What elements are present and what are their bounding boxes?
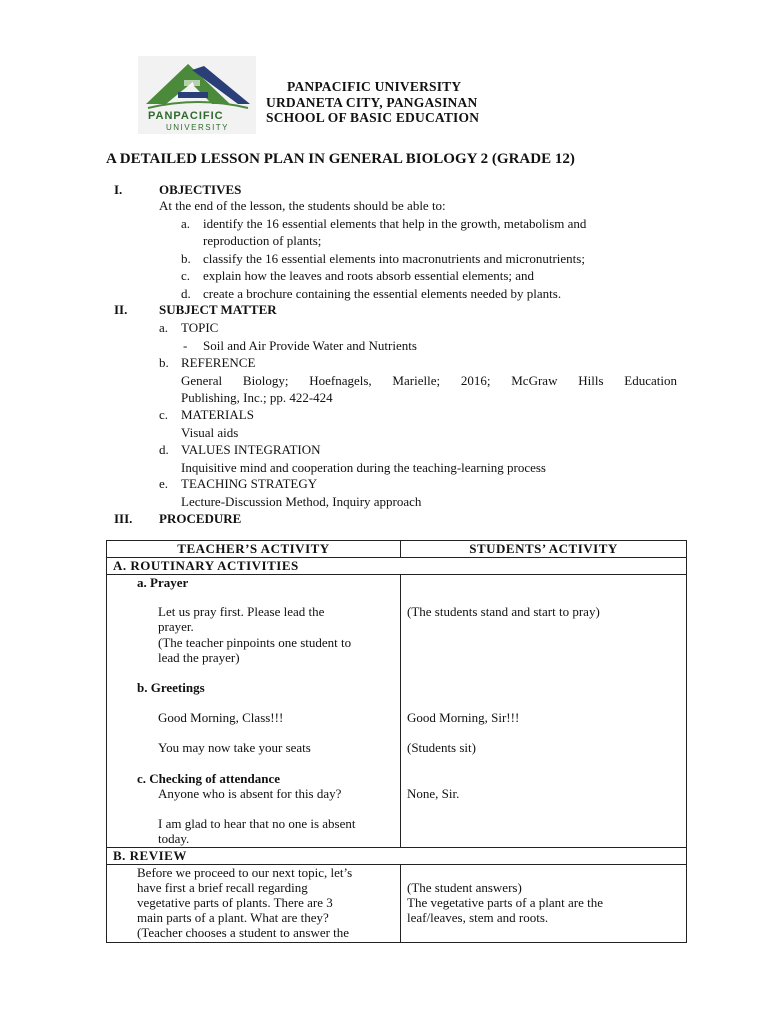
- objective-text: classify the 16 essential elements into macronutrients and micronutrients;: [203, 251, 585, 266]
- materials-value: Visual aids: [181, 425, 239, 440]
- prayer-teacher-line: Let us pray first. Please lead the: [158, 604, 325, 619]
- students-activity-header: STUDENTS’ ACTIVITY: [401, 541, 687, 558]
- header-school: SCHOOL OF BASIC EDUCATION: [266, 110, 480, 125]
- attendance-student: None, Sir.: [407, 786, 460, 801]
- section-row: [107, 848, 687, 865]
- materials-letter: c.: [159, 407, 169, 422]
- objective-letter: a.: [181, 216, 191, 231]
- subject-matter-heading: SUBJECT MATTER: [159, 302, 277, 317]
- prayer-teacher-line: (The teacher pinpoints one student to: [158, 635, 352, 650]
- procedure-heading: PROCEDURE: [159, 511, 242, 526]
- values-letter: d.: [159, 442, 169, 457]
- header-city: URDANETA CITY, PANGASINAN: [266, 95, 478, 110]
- page-title: A DETAILED LESSON PLAN IN GENERAL BIOLOGY 2 (GRADE 12): [106, 151, 575, 167]
- teacher-routinary-cell: [107, 575, 401, 848]
- review-student-line: (The student answers): [407, 880, 522, 895]
- greetings-student: Good Morning, Sir!!!: [407, 710, 520, 725]
- table-header-row: [107, 541, 687, 558]
- header-university: PANPACIFIC UNIVERSITY: [287, 79, 462, 94]
- university-logo: [138, 56, 256, 134]
- procedure-table: [106, 540, 687, 943]
- procedure-num: III.: [114, 511, 133, 526]
- review-teacher-line: Before we proceed to our next topic, let’s: [137, 865, 353, 880]
- objectives-heading: OBJECTIVES: [159, 182, 242, 197]
- values-value: Inquisitive mind and cooperation during the teaching-learning process: [181, 460, 546, 475]
- values-label: VALUES INTEGRATION: [181, 442, 321, 457]
- seats-student: (Students sit): [407, 740, 476, 755]
- prayer-teacher-line: lead the prayer): [158, 650, 240, 665]
- logo-text-top: PANPACIFIC: [148, 110, 224, 122]
- subject-matter-num: II.: [114, 302, 128, 317]
- objective-text: create a brochure containing the essential elements needed by plants.: [203, 286, 562, 301]
- greetings-label: b. Greetings: [137, 680, 205, 695]
- attendance-teacher-line: I am glad to hear that no one is absent: [158, 816, 356, 831]
- teacher-review-cell: [107, 865, 401, 943]
- attendance-label: c. Checking of attendance: [137, 771, 280, 786]
- review-student-line: leaf/leaves, stem and roots.: [407, 910, 549, 925]
- reference-line1: General Biology; Hoefnagels, Marielle; 2016; McGraw Hills Education: [181, 373, 677, 388]
- objective-text: identify the 16 essential elements that help in the growth, metabolism and: [203, 216, 587, 231]
- objective-letter: b.: [181, 251, 191, 266]
- reference-label: REFERENCE: [181, 355, 256, 370]
- table-row: [107, 575, 687, 848]
- strategy-label: TEACHING STRATEGY: [181, 476, 318, 491]
- materials-label: MATERIALS: [181, 407, 254, 422]
- review-student-line: The vegetative parts of a plant are the: [407, 895, 603, 910]
- review-teacher-line: vegetative parts of plants. There are 3: [137, 895, 333, 910]
- attendance-teacher: Anyone who is absent for this day?: [158, 786, 342, 801]
- objective-text-cont: reproduction of plants;: [203, 233, 322, 248]
- section-review: B. REVIEW: [107, 848, 687, 865]
- objectives-intro: At the end of the lesson, the students should be able to:: [159, 198, 446, 213]
- topic-value: Soil and Air Provide Water and Nutrients: [203, 338, 417, 353]
- attendance-teacher-line: today.: [158, 831, 190, 846]
- review-teacher-line: (Teacher chooses a student to answer the: [137, 925, 350, 940]
- section-routinary: A. ROUTINARY ACTIVITIES: [107, 558, 687, 575]
- objectives-num: I.: [114, 182, 123, 197]
- topic-letter: a.: [159, 320, 169, 335]
- logo-text-bottom: UNIVERSITY: [166, 123, 230, 132]
- teacher-activity-header: TEACHER’S ACTIVITY: [107, 541, 401, 558]
- review-teacher-line: have first a brief recall regarding: [137, 880, 308, 895]
- seats-teacher: You may now take your seats: [158, 740, 311, 755]
- prayer-student: (The students stand and start to pray): [407, 604, 600, 619]
- prayer-label: a. Prayer: [137, 575, 189, 590]
- students-review-cell: [401, 865, 687, 943]
- strategy-value: Lecture-Discussion Method, Inquiry approach: [181, 494, 422, 509]
- topic-dash: -: [183, 338, 188, 353]
- topic-label: TOPIC: [181, 320, 219, 335]
- reference-line2: Publishing, Inc.; pp. 422-424: [181, 390, 333, 405]
- prayer-teacher-line: prayer.: [158, 619, 194, 634]
- students-routinary-cell: [401, 575, 687, 848]
- section-row: [107, 558, 687, 575]
- strategy-letter: e.: [159, 476, 169, 491]
- reference-letter: b.: [159, 355, 169, 370]
- greetings-teacher: Good Morning, Class!!!: [158, 710, 284, 725]
- objective-letter: d.: [181, 286, 191, 301]
- objective-text: explain how the leaves and roots absorb essential elements; and: [203, 268, 535, 283]
- objective-letter: c.: [181, 268, 191, 283]
- review-teacher-line: main parts of a plant. What are they?: [137, 910, 329, 925]
- table-row: [107, 865, 687, 943]
